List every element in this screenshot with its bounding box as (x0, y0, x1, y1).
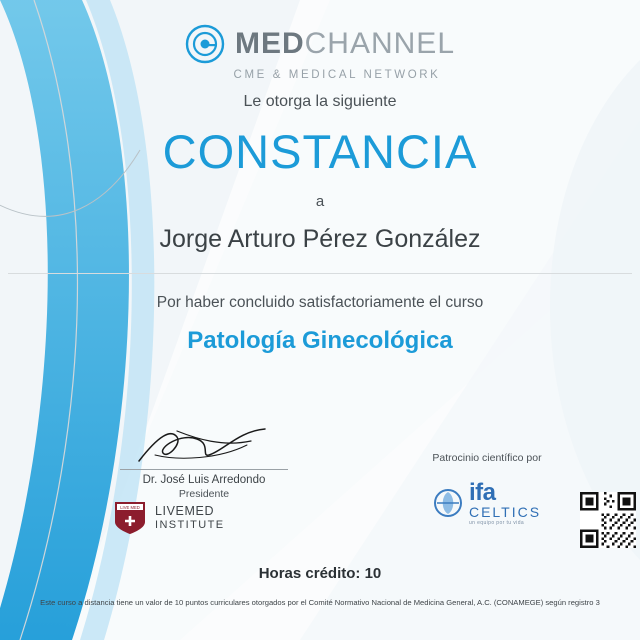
signature-line (120, 469, 288, 470)
livemed-wordmark (155, 504, 224, 531)
sponsor-label: Patrocinio científico por (432, 452, 542, 464)
to-line: a (315, 193, 325, 210)
sponsor-logo (392, 480, 582, 526)
livemed-line1: LIVEMED (155, 504, 215, 519)
legal-text: Este curso a distancia tiene un valor de 10 puntos curriculares otorgados por el Comité Normativo Nacional de Medicina General, A.C. (CONAMEGE) según registro 3 (40, 598, 600, 607)
horizontal-divider (8, 273, 632, 274)
brand-logo (0, 24, 640, 81)
qr-code (580, 492, 636, 548)
grants-line: Le otorga la siguiente (243, 93, 397, 110)
livemed-institute-logo (113, 500, 224, 536)
logo-subtitle: CME & MEDICAL NETWORK (233, 69, 441, 81)
livemed-shield-icon (113, 500, 147, 536)
logo-word-med: MED (234, 27, 305, 60)
sponsor-brand: ifa (468, 479, 496, 506)
sponsor-brand-sub: CELTICS (468, 504, 542, 521)
signer-name: Dr. José Luis Arredondo (142, 474, 266, 486)
signature-block (104, 425, 304, 500)
certificate-title: CONSTANCIA (162, 125, 478, 178)
sponsor-wordmark (469, 480, 541, 526)
logo-word-channel: CHANNEL (304, 27, 456, 60)
recipient-name: Jorge Arturo Pérez González (159, 225, 481, 253)
logo-row (0, 24, 640, 64)
sponsor-block (392, 452, 582, 526)
course-name: Patología Ginecológica (187, 327, 453, 354)
ifa-celtics-icon (433, 488, 463, 518)
sponsor-tagline: un equipo por tu vida (468, 519, 525, 526)
livemed-line2: INSTITUTE (155, 518, 225, 531)
logo-wordmark (235, 29, 455, 59)
signer-role: Presidente (178, 488, 230, 500)
signature-icon (119, 425, 289, 467)
medchannel-target-icon (185, 24, 225, 64)
credit-hours: Horas crédito: 10 (258, 565, 382, 582)
completion-line: Por haber concluido satisfactoriamente el curso (156, 294, 484, 311)
svg-text:LIVE MED: LIVE MED (120, 505, 140, 510)
